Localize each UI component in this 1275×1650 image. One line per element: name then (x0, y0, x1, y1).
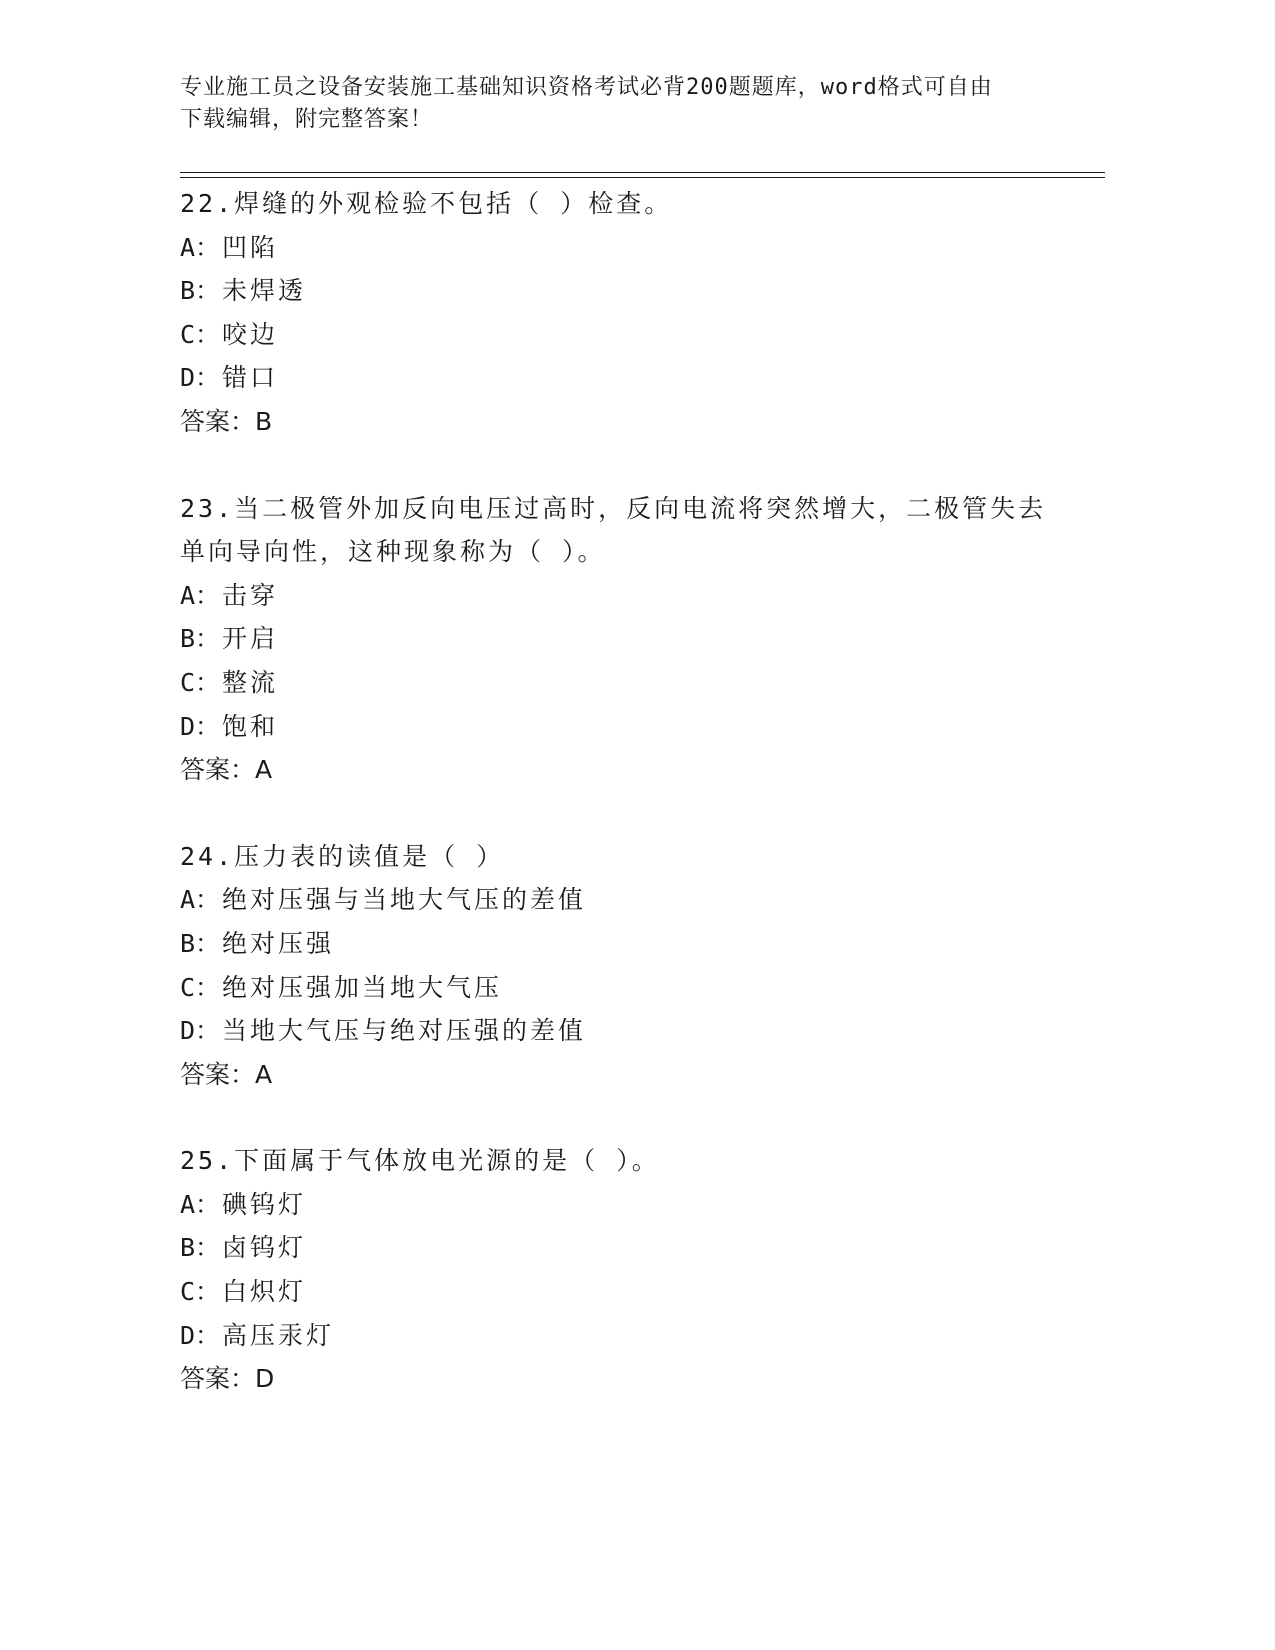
answer-line: 答案：A (180, 1059, 273, 1089)
option-letter: A： (180, 885, 221, 915)
option-d (180, 1314, 1080, 1358)
option-a (180, 574, 1080, 618)
answer-line: 答案：A (180, 755, 273, 785)
question-text: 22.焊缝的外观检验不包括（ ）检查。 (180, 189, 673, 218)
header-line-1: 专业施工员之设备安装施工基础知识资格考试必背200题题库，word格式可自由 (180, 75, 993, 100)
answer-line: 答案：D (180, 1364, 275, 1394)
question-23 (180, 487, 1080, 792)
option-letter: A： (180, 1189, 221, 1219)
option-text: 绝对压强加当地大气压 (222, 972, 503, 1002)
option-text: 凹陷 (222, 232, 279, 262)
option-letter: C： (180, 667, 221, 697)
question-text-continued: 单向导向性，这种现象称为（ ）。 (180, 537, 606, 567)
option-letter: B： (180, 276, 221, 306)
option-b (180, 922, 1080, 966)
option-letter: B： (180, 928, 221, 958)
option-c (180, 1270, 1080, 1314)
question-text: 24.压力表的读值是（ ） (180, 841, 505, 871)
question-list (180, 182, 1080, 1444)
option-b (180, 617, 1080, 661)
option-text: 卤钨灯 (222, 1233, 307, 1263)
option-text: 整流 (222, 667, 279, 697)
header-divider-bottom (180, 177, 1105, 178)
option-d (180, 356, 1080, 400)
option-letter: A： (180, 580, 221, 610)
option-d (180, 705, 1080, 749)
option-d (180, 1009, 1080, 1053)
option-text: 咬边 (222, 319, 279, 349)
document-header (180, 72, 1050, 136)
option-text: 白炽灯 (222, 1277, 307, 1307)
option-b (180, 1226, 1080, 1270)
question-25 (180, 1139, 1080, 1401)
question-text: 23.当二极管外加反向电压过高时，反向电流将突然增大，二极管失去 (180, 493, 1047, 523)
question-22 (180, 182, 1080, 444)
header-divider-top (180, 172, 1105, 173)
option-letter: C： (180, 972, 221, 1002)
option-text: 击穿 (222, 580, 279, 610)
option-a (180, 878, 1080, 922)
option-text: 未焊透 (222, 276, 307, 306)
header-line-2: 下载编辑，附完整答案！ (180, 107, 434, 132)
option-letter: D： (180, 1320, 221, 1350)
option-text: 碘钨灯 (222, 1189, 307, 1219)
option-a (180, 1183, 1080, 1227)
option-text: 饱和 (222, 711, 279, 741)
option-letter: D： (180, 1016, 221, 1046)
option-text: 开启 (222, 624, 279, 654)
question-text: 25.下面属于气体放电光源的是（ ）。 (180, 1146, 660, 1176)
option-b (180, 269, 1080, 313)
option-letter: D： (180, 711, 221, 741)
option-text: 绝对压强与当地大气压的差值 (222, 885, 587, 915)
option-text: 错口 (222, 363, 279, 393)
answer-line: 答案：B (180, 406, 273, 436)
option-letter: D： (180, 363, 221, 393)
option-c (180, 661, 1080, 705)
question-24 (180, 835, 1080, 1097)
option-letter: C： (180, 1277, 221, 1307)
option-text: 当地大气压与绝对压强的差值 (222, 1016, 587, 1046)
option-letter: A： (180, 232, 221, 262)
option-letter: B： (180, 1233, 221, 1263)
option-c (180, 966, 1080, 1010)
option-text: 绝对压强 (222, 928, 335, 958)
option-c (180, 313, 1080, 357)
option-a (180, 226, 1080, 270)
option-letter: C： (180, 319, 221, 349)
option-letter: B： (180, 624, 221, 654)
option-text: 高压汞灯 (222, 1320, 335, 1350)
